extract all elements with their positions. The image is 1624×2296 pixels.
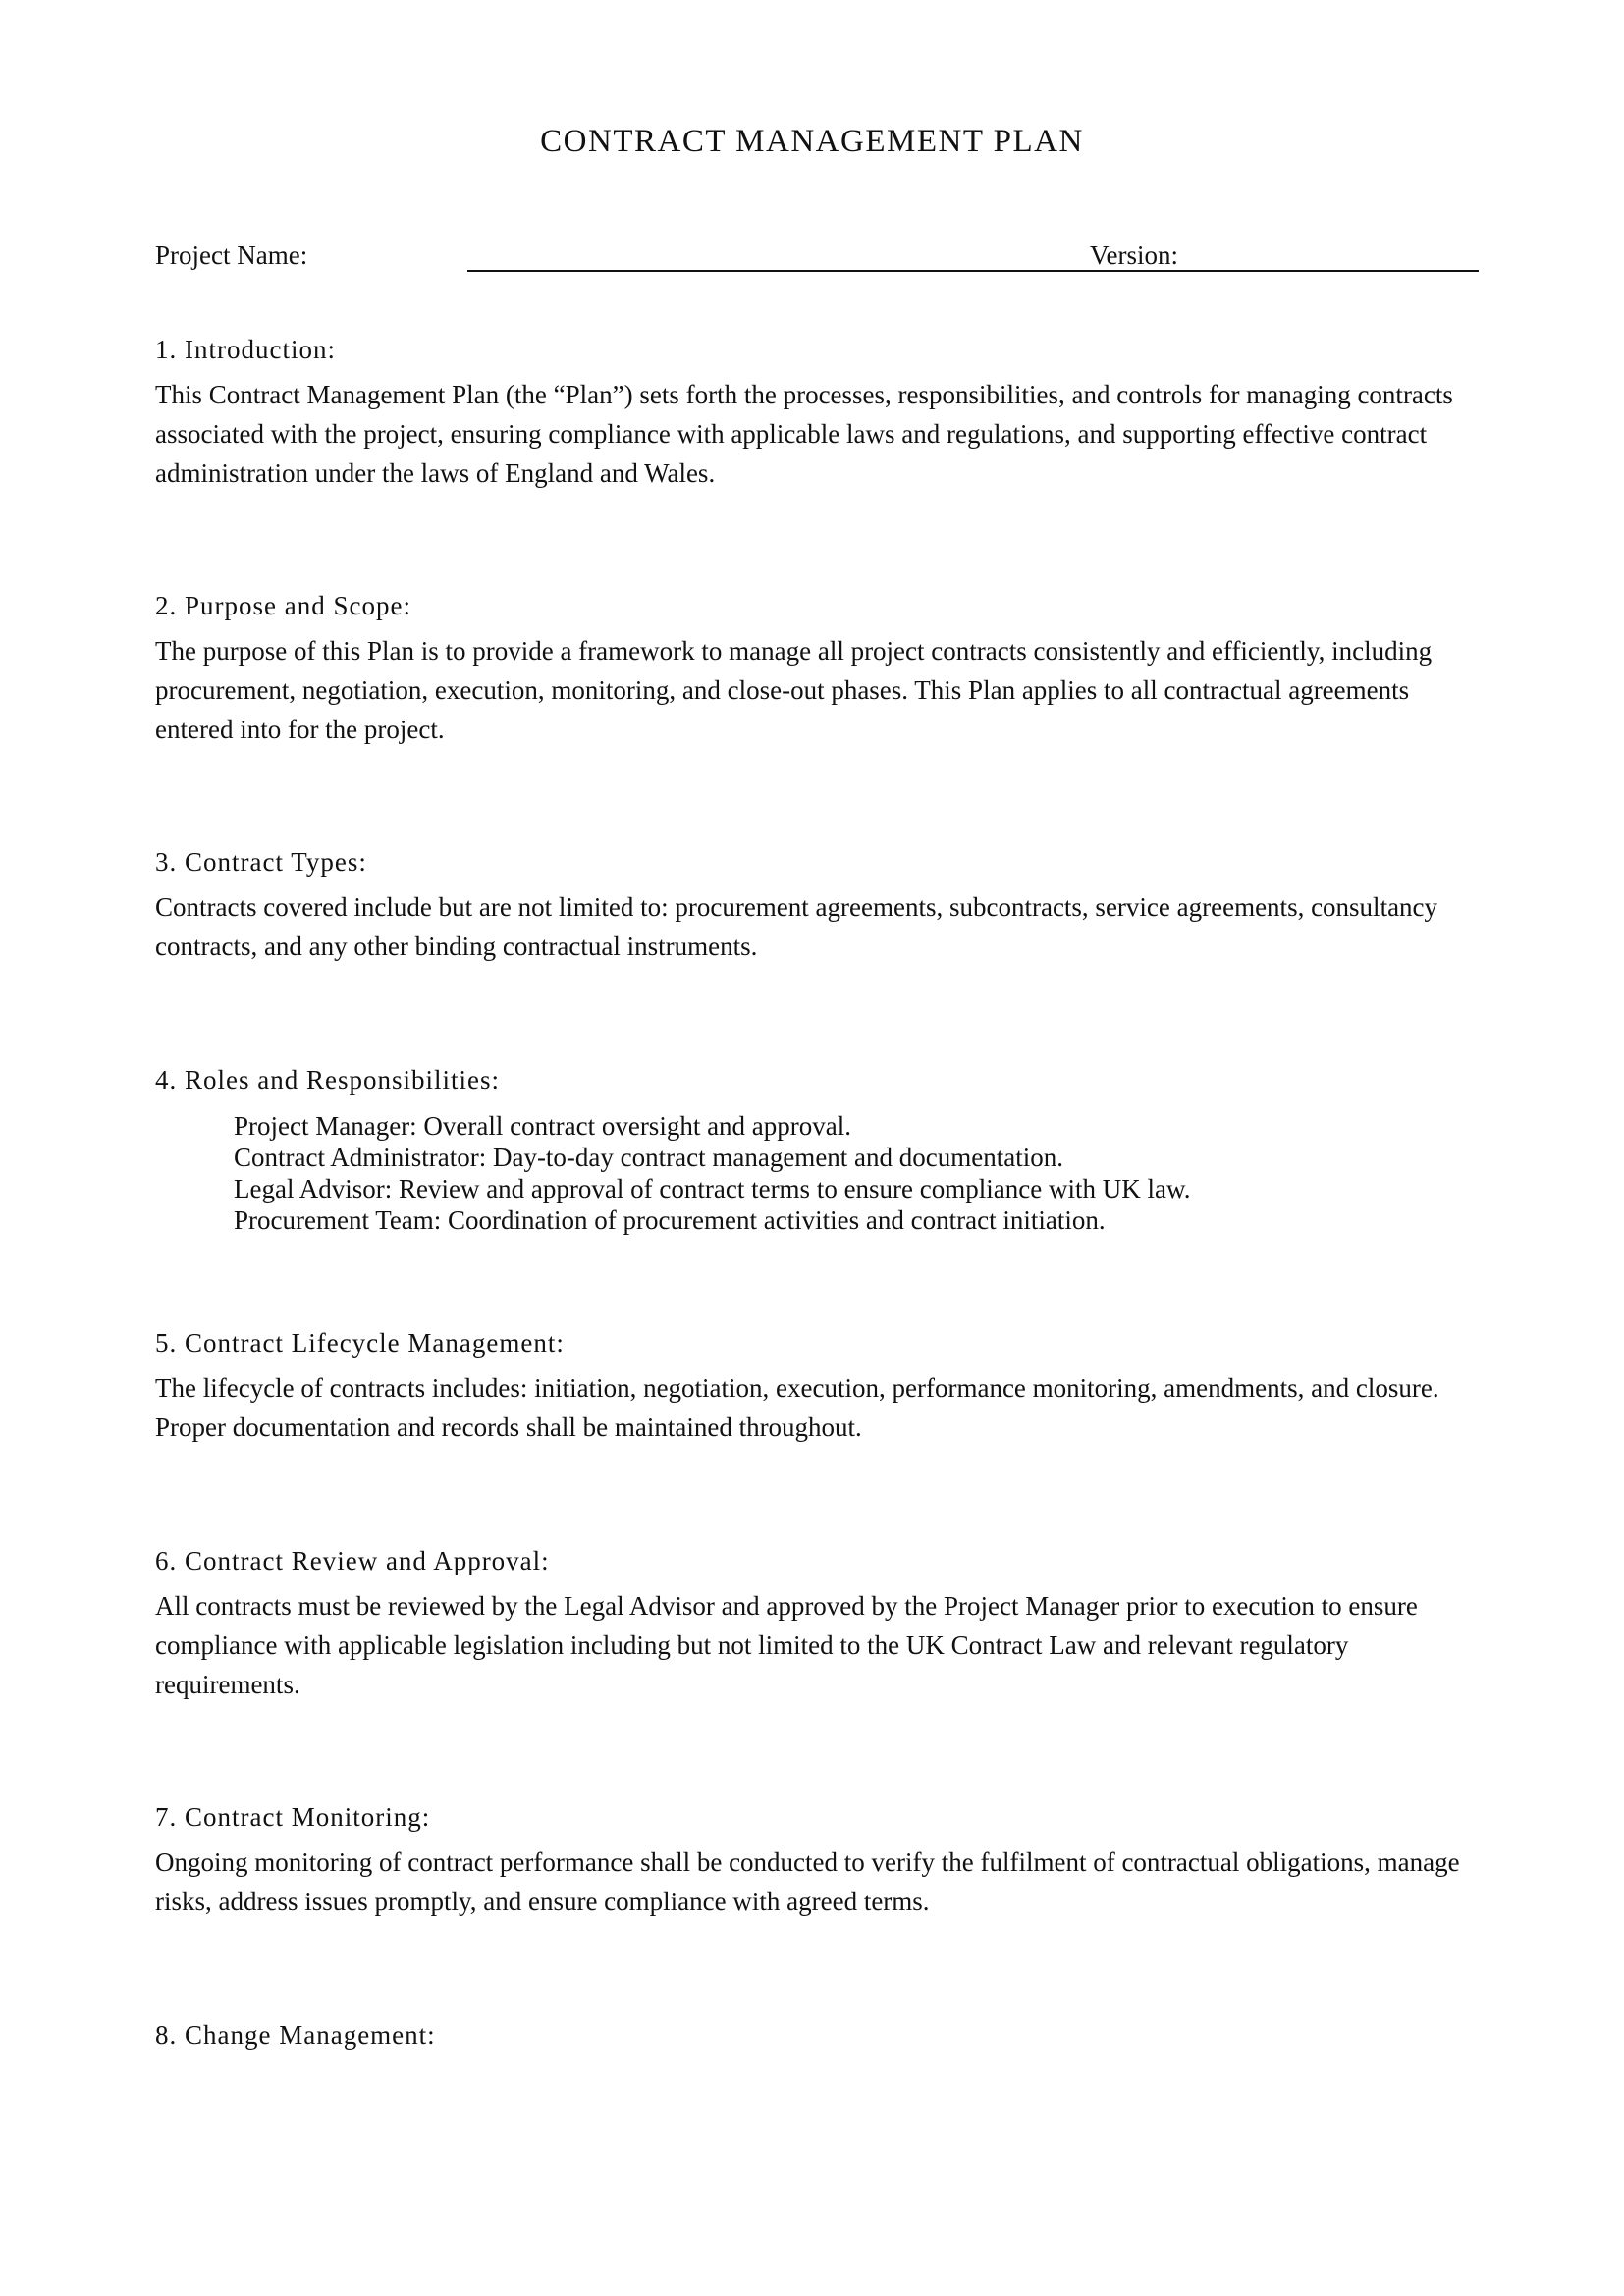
section-body-lifecycle: The lifecycle of contracts includes: initiation, negotiation, execution, performance monitoring, amendments, and closure. Proper documentation and records shall be maintained throughout.: [155, 1373, 1439, 1442]
section-heading-change-management: 8. Change Management:: [155, 2020, 436, 2050]
version-field[interactable]: [1083, 270, 1479, 272]
section-body-review-approval: All contracts must be reviewed by the Legal Advisor and approved by the Project Manager prior to execution to ensure compliance with applicable legislation including but not limited to the UK Contract Law and relevant regulatory requirements.: [155, 1591, 1418, 1699]
list-item: Project Manager: Overall contract oversight and approval.: [234, 1111, 852, 1141]
list-item: Procurement Team: Coordination of procurement activities and contract initiation.: [234, 1205, 1106, 1235]
section-heading-monitoring: 7. Contract Monitoring:: [155, 1802, 431, 1832]
section-body-monitoring: Ongoing monitoring of contract performance shall be conducted to verify the fulfilment of contractual obligations, manage risks, address issues promptly, and ensure compliance with agreed terms.: [155, 1847, 1460, 1916]
document-title: CONTRACT MANAGEMENT PLAN: [540, 124, 1084, 159]
section-body-introduction: This Contract Management Plan (the “Plan”) sets forth the processes, responsibilities, and controls for managing contracts associated with the project, ensuring compliance with applicable laws and regulations, and supporting effective contract administration under the laws of England and Wales.: [155, 380, 1453, 488]
project-name-field[interactable]: [467, 270, 1085, 272]
list-item: Contract Administrator: Day-to-day contract management and documentation.: [234, 1143, 1063, 1172]
roles-list: [234, 1110, 1190, 1236]
section-heading-roles: 4. Roles and Responsibilities:: [155, 1065, 500, 1095]
project-name-label: Project Name:: [155, 240, 308, 270]
section-body-contract-types: Contracts covered include but are not limited to: procurement agreements, subcontracts, service agreements, consultancy contracts, and any other binding contractual instruments.: [155, 892, 1438, 961]
section-heading-contract-types: 3. Contract Types:: [155, 847, 367, 877]
section-heading-purpose-scope: 2. Purpose and Scope:: [155, 591, 411, 620]
list-item: Legal Advisor: Review and approval of contract terms to ensure compliance with UK law.: [234, 1174, 1191, 1203]
section-heading-introduction: 1. Introduction:: [155, 335, 336, 364]
section-body-purpose-scope: The purpose of this Plan is to provide a framework to manage all project contracts consistently and efficiently, including procurement, negotiation, execution, monitoring, and close-out phases. This Plan applies to all contractual agreements entered into for the project.: [155, 636, 1433, 744]
version-label: Version:: [1090, 240, 1178, 270]
section-heading-review-approval: 6. Contract Review and Approval:: [155, 1546, 550, 1575]
section-heading-lifecycle: 5. Contract Lifecycle Management:: [155, 1328, 565, 1358]
